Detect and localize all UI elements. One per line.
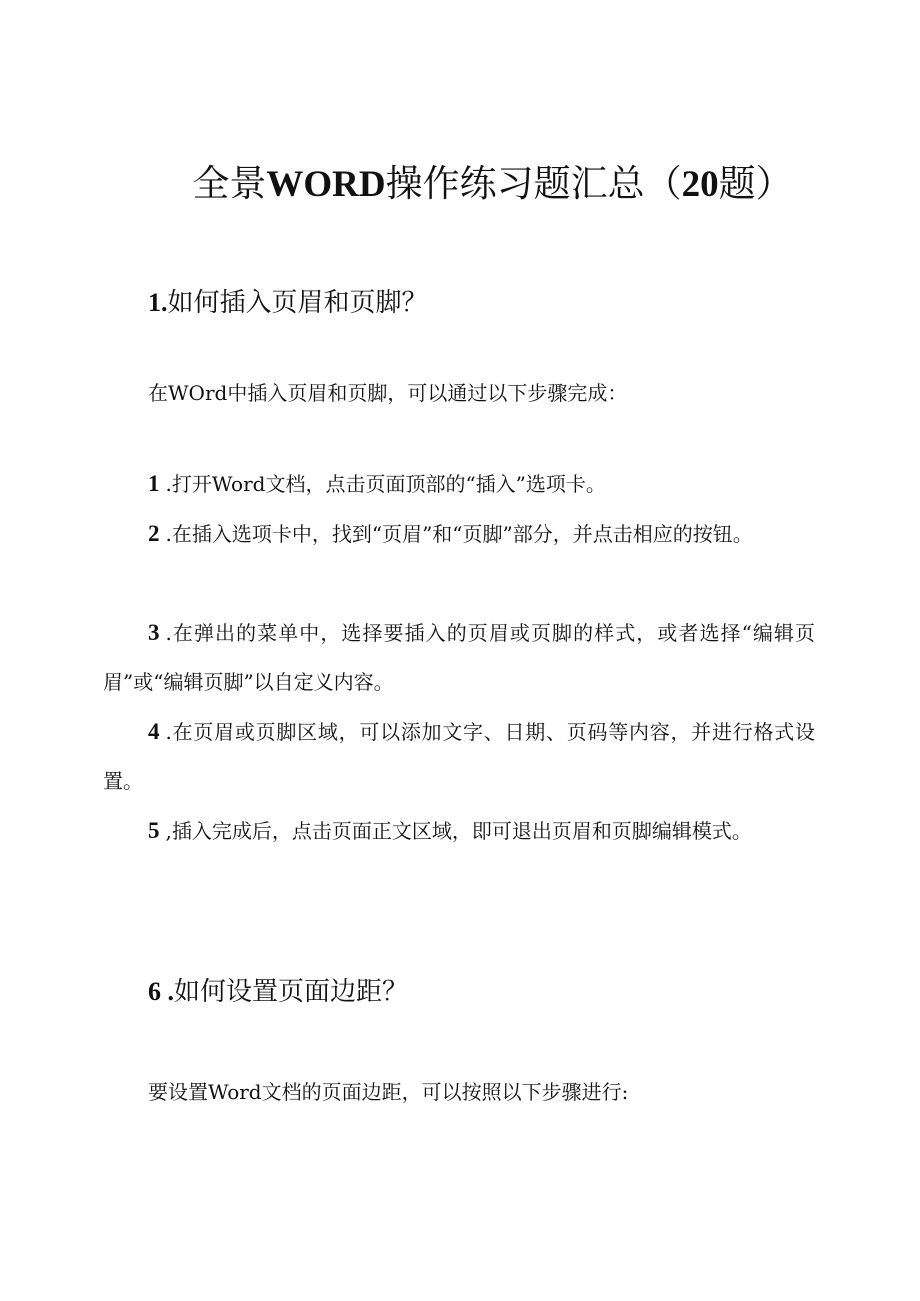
- step-number: 1: [148, 471, 160, 496]
- section-heading-text: 如何插入页眉和页脚？: [167, 288, 428, 318]
- section-heading: [148, 971, 408, 1008]
- step-text: .在弹出的菜单中，选择要插入的页眉或页脚的样式，或者选择“编辑页眉”或“编辑页脚”以自定义内容。: [103, 621, 815, 694]
- list-item: [103, 707, 815, 806]
- document-title: [0, 153, 920, 207]
- title-part: 20: [681, 164, 719, 205]
- title-part: 题）: [718, 162, 793, 205]
- section-number: 6 .: [148, 977, 174, 1006]
- title-part: 操作练习题汇总（: [385, 162, 682, 205]
- section-heading-text: 如何设置页面边距？: [174, 977, 409, 1007]
- step-number: 3: [148, 620, 160, 645]
- list-item: [103, 608, 815, 707]
- list-item: [103, 459, 815, 509]
- section-number: 1.: [148, 288, 168, 317]
- section-heading: [148, 282, 428, 319]
- step-text: ,插入完成后，点击页面正文区域，即可退出页眉和页脚编辑模式。: [165, 819, 752, 843]
- title-part: WORD: [266, 164, 386, 205]
- step-text: .在页眉或页脚区域，可以添加文字、日期、页码等内容，并进行格式设置。: [103, 720, 815, 793]
- step-number: 4: [148, 719, 160, 744]
- section-intro: 在WOrd中插入页眉和页脚，可以通过以下步骤完成：: [148, 381, 628, 405]
- step-number: 2: [148, 521, 160, 546]
- title-part: 全景: [192, 162, 267, 205]
- list-item: [103, 806, 815, 856]
- step-text: .打开Word文档，点击页面顶部的“插入”选项卡。: [165, 472, 606, 496]
- step-text: .在插入选项卡中，找到“页眉”和“页脚”部分，并点击相应的按钮。: [165, 522, 753, 546]
- section-intro: 要设置Word文档的页面边距，可以按照以下步骤进行:: [148, 1080, 629, 1104]
- list-item: [103, 509, 815, 559]
- step-number: 5: [148, 818, 160, 843]
